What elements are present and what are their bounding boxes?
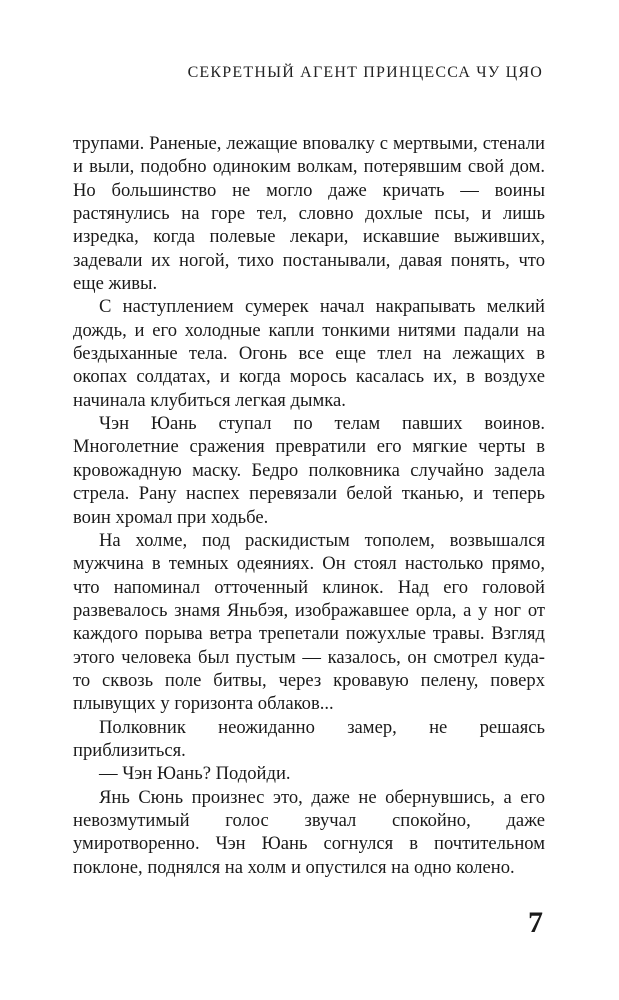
page-number: 7 <box>528 906 543 939</box>
paragraph-1: трупами. Раненые, лежащие вповалку с мертвыми, стенали и выли, подобно одиноким волкам, потерявшим свой дом. Но большинство не могло даже кричать — воины растянулись на горе тел, словно дохлые псы, и лишь изредка, когда полевые лекари, искавшие выживших, задевали их ногой, тихо постанывали, давая понять, что еще живы. <box>73 133 545 295</box>
paragraph-5: Полковник неожиданно замер, не решаясь приблизиться. <box>73 716 545 761</box>
paragraph-7: Янь Сюнь произнес это, даже не обернувшись, а его невозмутимый голос звучал спокойно, даже умиротворенно. Чэн Юань согнулся в почтительном поклоне, поднялся на холм и опустился на одно колено. <box>73 786 545 878</box>
paragraph-2: С наступлением сумерек начал накрапывать мелкий дождь, и его холодные капли тонкими нитями падали на бездыханные тела. Огонь все еще тлел на лежащих в окопах солдатах, и когда морось касалась их, в воздухе начинала клубиться легкая дымка. <box>73 296 545 411</box>
paragraph-3: Чэн Юань ступал по телам павших воинов. Многолетние сражения превратили его мягкие черты в кровожадную маску. Бедро полковника случайно задела стрела. Рану наспех перевязали белой тканью, и теперь воин хромал при ходьбе. <box>73 413 545 528</box>
body-text <box>73 132 545 879</box>
paragraph-4: На холме, под раскидистым тополем, возвышался мужчина в темных одеяниях. Он стоял настолько прямо, что напоминал отточенный клинок. Над его головой развевалось знамя Яньбэя, изображавшее орла, а у ног от каждого порыва ветра трепетали пожухлые травы. Взгляд этого человека был пустым — казалось, он смотрел куда-то сквозь поле битвы, через кровавую пелену, поверх плывущих у горизонта облаков... <box>73 529 545 715</box>
paragraph-6-dialogue: — Чэн Юань? Подойди. <box>99 763 291 785</box>
running-header: СЕКРЕТНЫЙ АГЕНТ ПРИНЦЕССА ЧУ ЦЯО <box>187 64 543 81</box>
